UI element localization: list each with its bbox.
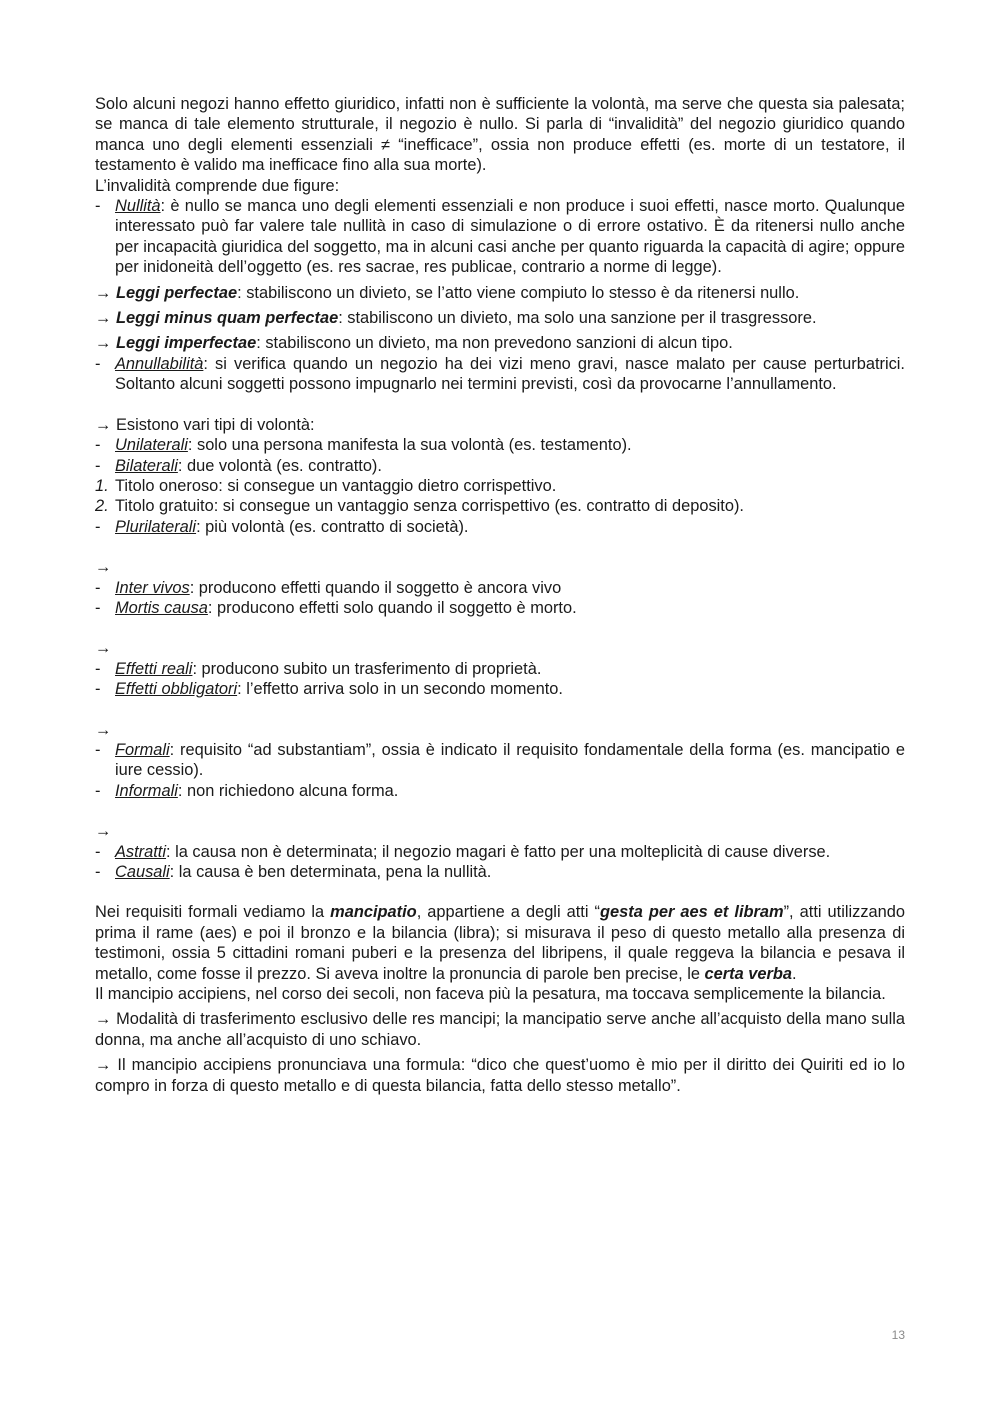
arrow-marker: → <box>95 1056 112 1075</box>
term-mancipatio: mancipatio <box>330 903 417 922</box>
list-item: - Effetti reali: producono subito un trasferimento di proprietà. <box>95 659 542 678</box>
dash-marker: - <box>95 781 101 800</box>
legge-text: : stabiliscono un divieto, ma non prevedono sanzioni di alcun tipo. <box>256 334 733 353</box>
term: Effetti reali <box>115 659 193 678</box>
term: Astratti <box>115 842 167 861</box>
term: Mortis causa <box>115 598 208 617</box>
arrow-marker: → <box>95 309 112 328</box>
arrow-line: → <box>95 822 112 841</box>
dash-marker: - <box>95 578 101 597</box>
term-plurilaterali: Plurilaterali <box>115 517 197 536</box>
invalidita-intro: L’invalidità comprende due figure: <box>95 176 340 195</box>
dash-marker: - <box>95 863 101 881</box>
term: Effetti obbligatori <box>115 680 238 699</box>
legge-imperfectae <box>95 333 905 353</box>
arrow-marker: → <box>95 334 112 353</box>
list-item: - Effetti obbligatori: l’effetto arriva solo in un secondo momento. <box>95 680 563 699</box>
list-item-nullita <box>95 196 905 278</box>
numbered-item-1: 1. Titolo oneroso: si consegue un vantaggio dietro corrispettivo. <box>95 476 557 495</box>
document-body <box>95 94 905 1096</box>
legge-title: Leggi minus quam perfectae <box>115 309 339 328</box>
legge-text: : stabiliscono un divieto, se l’atto viene compiuto lo stesso è da ritenersi nullo. <box>237 283 800 302</box>
number-marker: 2. <box>95 497 109 516</box>
intro-paragraph: Solo alcuni negozi hanno effetto giuridico, infatti non è sufficiente la volontà, ma serve che questa sia palesata; se manca di tale elemento strutturale, il negozio è nullo. Si parla di “invalidità” del negozio giuridico quando manca uno degli elementi essenziali ≠ “inefficace”, ossia non produce effetti (es. morte di un testatore, il testamento è valido ma inefficace fino alla sua morte). <box>95 95 905 175</box>
term-nullita: Nullità <box>115 197 161 216</box>
number-marker: 1. <box>95 476 109 495</box>
dash-marker: - <box>95 680 101 699</box>
formula-paragraph: → Il mancipio accipiens pronunciava una formula: “dico che quest’uomo è mio per il diritto dei Quiriti ed io lo compro in forza di questo metallo e di questa bilancia, fatta dello stesso metallo”. <box>95 1056 905 1095</box>
dash-marker: - <box>95 197 101 216</box>
legge-title: Leggi imperfectae <box>115 334 257 353</box>
list-item: - Mortis causa: producono effetti solo quando il soggetto è morto. <box>95 598 577 617</box>
list-item: - Informali: non richiedono alcuna forma. <box>95 781 399 800</box>
dash-marker: - <box>95 517 101 536</box>
list-item: - Formali: requisito “ad substantiam”, ossia è indicato il requisito fondamentale della forma (es. mancipatio e iure cessio). <box>95 740 905 780</box>
list-item: - Astratti: la causa non è determinata; il negozio magari è fatto per una molteplicità di cause diverse. <box>95 842 831 861</box>
term: Causali <box>115 863 170 881</box>
dash-marker: - <box>95 842 101 861</box>
dash-marker: - <box>95 659 101 678</box>
trasferimento-paragraph: → Modalità di trasferimento esclusivo delle res mancipi; la mancipatio serve anche all’acquisto della mano sulla donna, ma anche all’acquisto di uno schiavo. <box>95 1010 905 1049</box>
arrow-marker: → <box>95 283 112 302</box>
dash-marker: - <box>95 354 101 373</box>
term-bilaterali: Bilaterali <box>115 456 178 475</box>
arrow-line: → <box>95 720 112 739</box>
annullabilita-text: : si verifica quando un negozio ha dei vizi meno gravi, nasce malato per cause perturbatrici. Soltanto alcuni soggetti possono impugnarlo nei termini previsti, così da provocarne l’annullamento. <box>115 354 905 394</box>
arrow-line: → <box>95 639 112 658</box>
page-number: 13 <box>891 1328 905 1342</box>
term-certa-verba: certa verba <box>704 964 792 983</box>
list-item-plurilaterali: - Plurilaterali: più volontà (es. contratto di società). <box>95 517 469 536</box>
list-item-bilaterali: - Bilaterali: due volontà (es. contratto). <box>95 456 382 475</box>
term-gesta: gesta per aes et libram <box>600 903 784 922</box>
arrow-line: → <box>95 558 112 577</box>
legge-perfectae <box>95 283 905 303</box>
mancipatio-paragraph: Nei requisiti formali vediamo la mancipatio, appartiene a degli atti “gesta per aes et libram”, atti utilizzando prima il rame (aes) e poi il bronzo e la bilancia (libra); si misurava il peso di questo metallo alla presenza di testimoni, ossia 5 cittadini romani puberi e la presenza del libripens, il quale reggeva la bilancia e pesava il metallo, come fosse il prezzo. Si aveva inoltre la pronuncia di parole ben precise, le certa verba. <box>95 903 905 983</box>
legge-text: : stabiliscono un divieto, ma solo una sanzione per il trasgressore. <box>338 309 817 328</box>
term: Informali <box>115 781 178 800</box>
volonta-heading: → Esistono vari tipi di volontà: <box>95 415 315 434</box>
term-annullabilita: Annullabilità <box>115 354 204 373</box>
list-item-unilaterali: - Unilaterali: solo una persona manifesta la sua volontà (es. testamento). <box>95 436 632 455</box>
dash-marker: - <box>95 598 101 617</box>
legge-minus-quam-perfectae <box>95 308 905 328</box>
nullita-text: : è nullo se manca uno degli elementi essenziali e non produce i suoi effetti, nasce morto. Qualunque interessato può far valere tale nullità in caso di simulazione o di errore ostativo. È da ritenersi nullo anche per incapacità giuridica del soggetto, ma in alcuni casi anche per quanto riguarda la capacità di agire; oppure per inidoneità dell’oggetto (es. res sacrae, res publicae, contrario a norme di legge). <box>115 197 905 277</box>
list-item-annullabilita <box>95 354 905 395</box>
term: Formali <box>115 740 170 759</box>
legge-title: Leggi perfectae <box>115 283 238 302</box>
dash-marker: - <box>95 436 101 455</box>
arrow-marker: → <box>95 415 112 434</box>
list-item: - Causali: la causa è ben determinata, pena la nullità. <box>95 863 492 881</box>
dash-marker: - <box>95 740 101 759</box>
accipiens-paragraph: Il mancipio accipiens, nel corso dei secoli, non faceva più la pesatura, ma toccava semplicemente la bilancia. <box>95 985 886 1004</box>
list-item: - Inter vivos: producono effetti quando il soggetto è ancora vivo <box>95 578 562 597</box>
term-unilaterali: Unilaterali <box>115 436 188 455</box>
numbered-item-2: 2. Titolo gratuito: si consegue un vantaggio senza corrispettivo (es. contratto di deposito). <box>95 497 744 516</box>
term: Inter vivos <box>115 578 190 597</box>
arrow-marker: → <box>95 1010 112 1029</box>
dash-marker: - <box>95 456 101 475</box>
